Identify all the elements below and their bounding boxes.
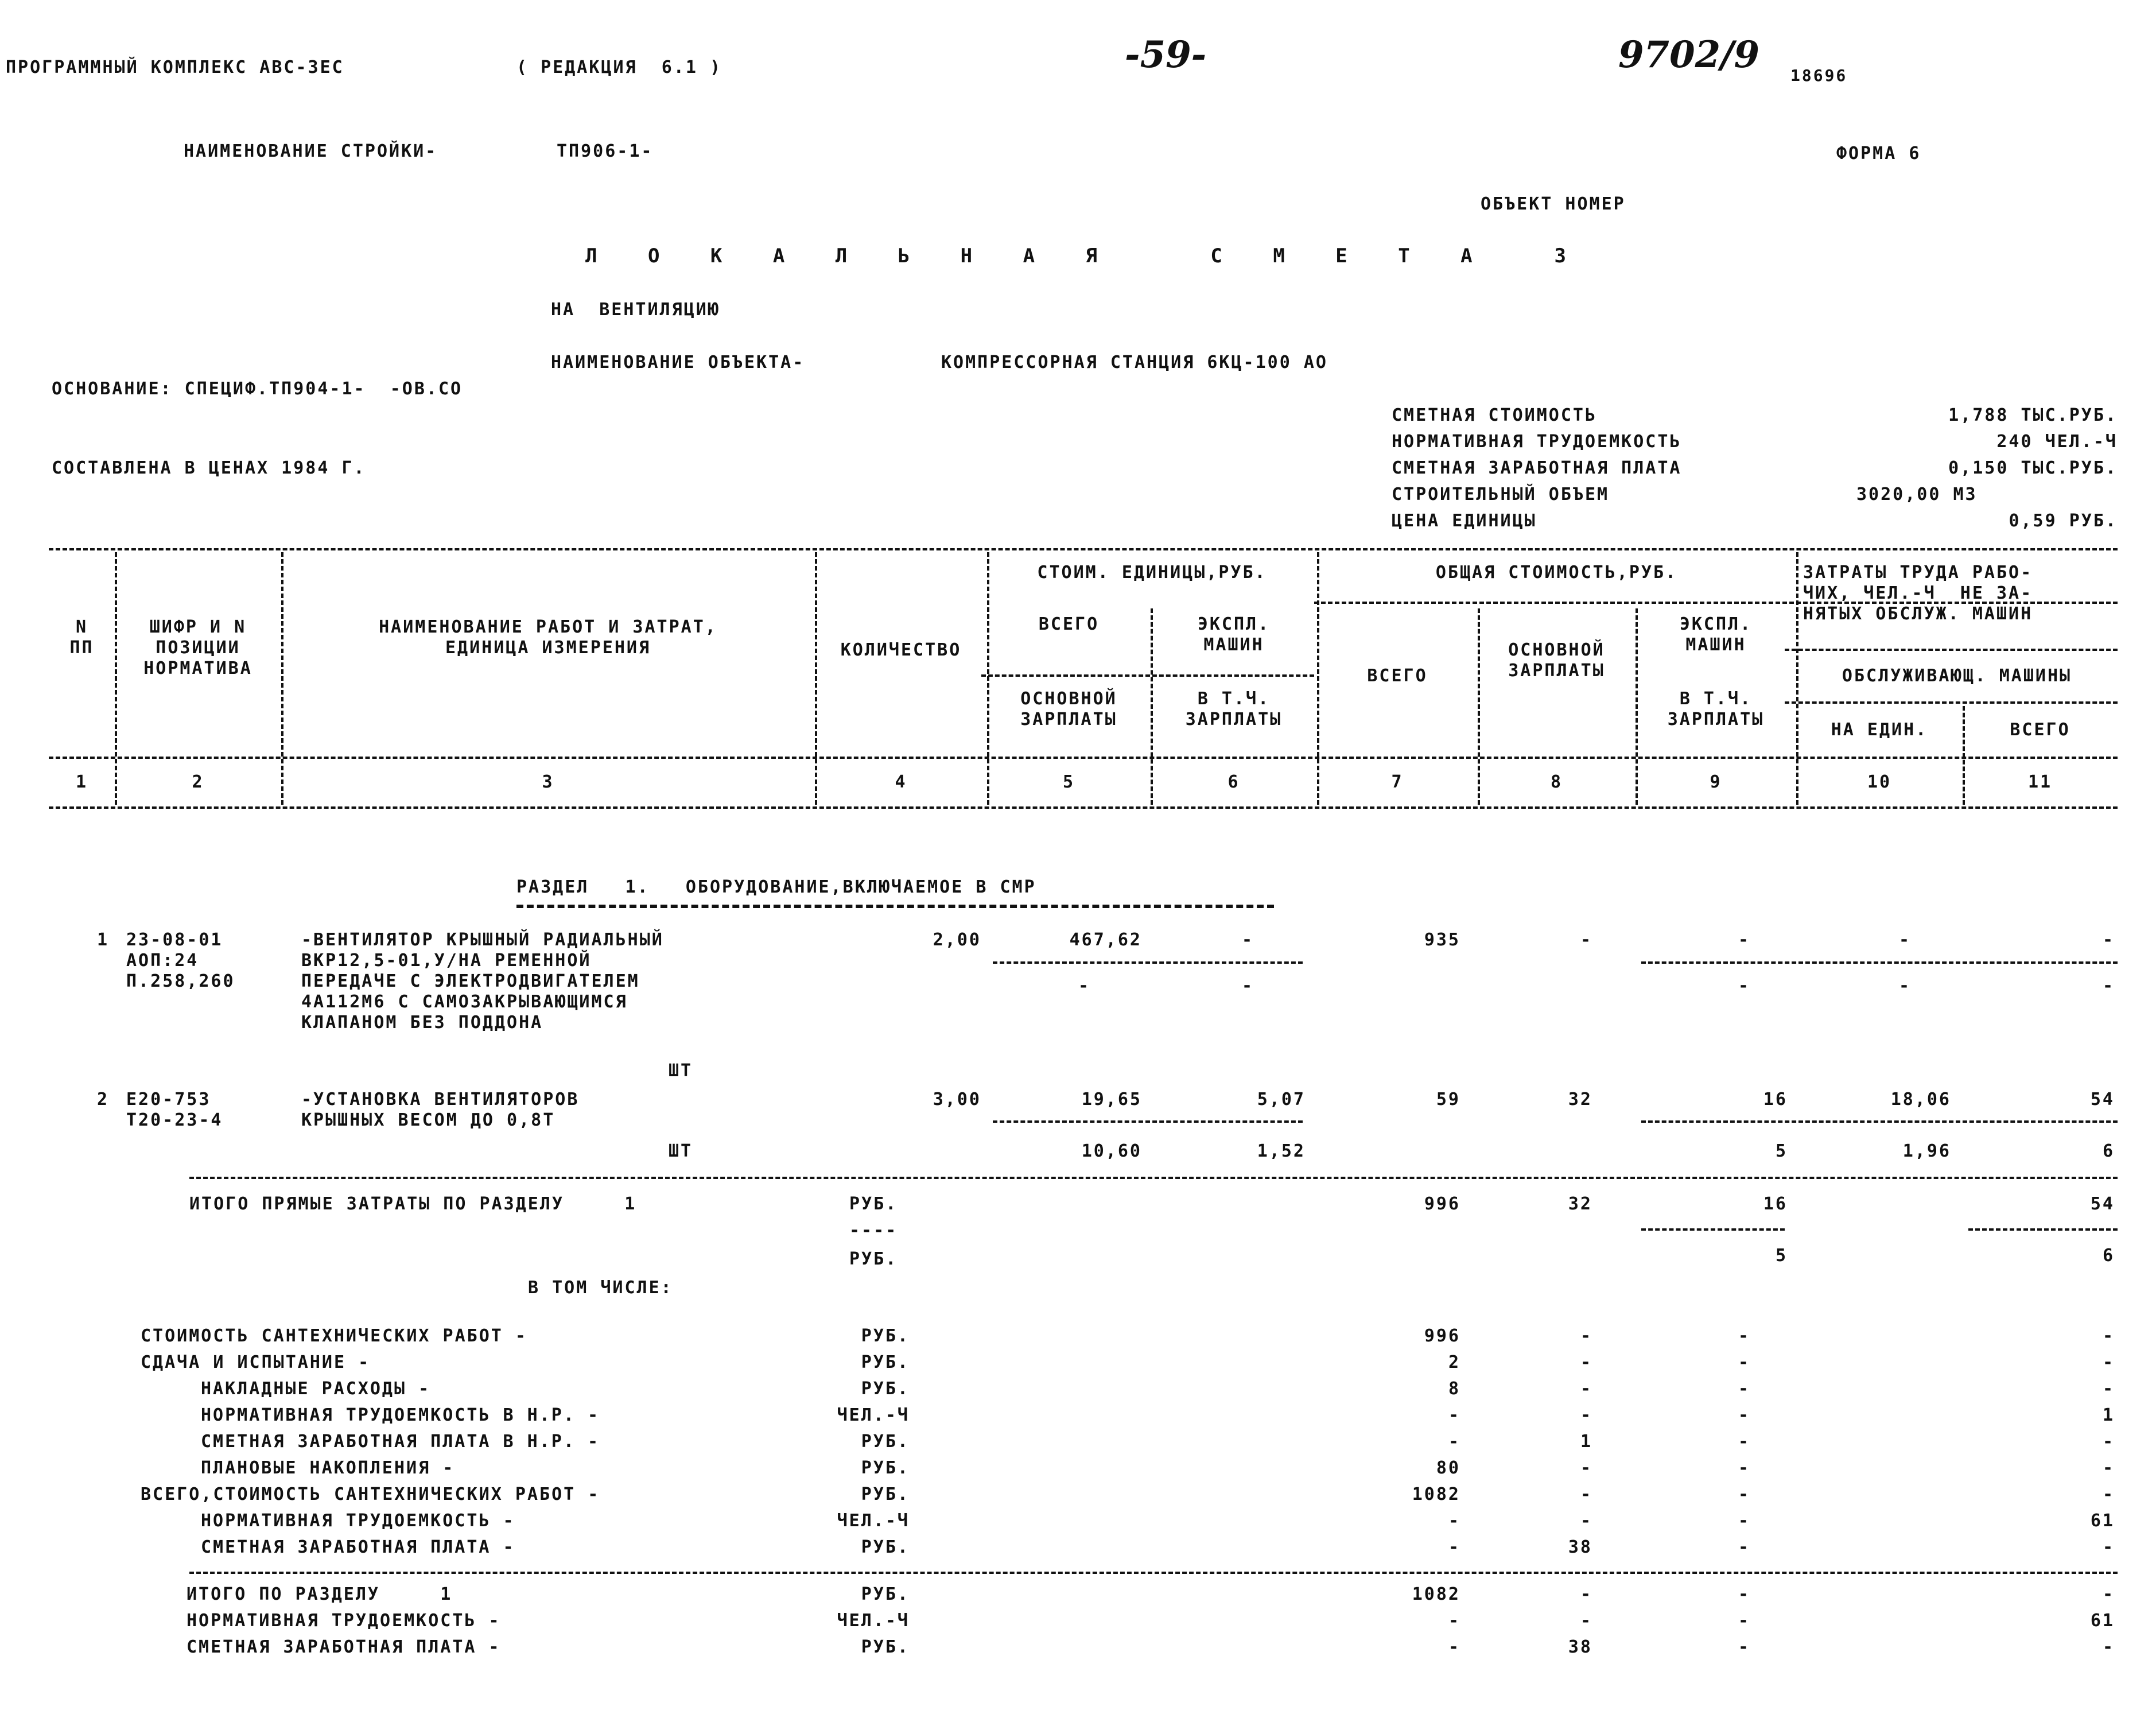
breakdown-unit: РУБ. xyxy=(861,1458,910,1478)
breakdown-label: СМЕТНАЯ ЗАРАБОТНАЯ ПЛАТА - xyxy=(201,1537,515,1557)
final-wages: 38 xyxy=(1568,1637,1592,1657)
row-name: -УСТАНОВКА ВЕНТИЛЯТОРОВ КРЫШНЫХ ВЕСОМ ДО 0,8Т xyxy=(301,1089,580,1130)
row-unit-machine-wages: 1,52 xyxy=(1257,1141,1306,1161)
breakdown-labor: - xyxy=(2102,1432,2115,1452)
col-number: 4 xyxy=(895,772,907,792)
breakdown-label: ПЛАНОВЫЕ НАКОПЛЕНИЯ - xyxy=(201,1458,455,1478)
col-number: 3 xyxy=(542,772,554,792)
th-unit-wages: ОСНОВНОЙ ЗАРПЛАТЫ xyxy=(1020,689,1117,730)
breakdown-unit: ЧЕЛ.-Ч xyxy=(837,1405,910,1425)
summary-value: 1,788 ТЫС.РУБ. xyxy=(1948,405,2118,425)
final-machines: - xyxy=(1738,1637,1750,1657)
cell-rule xyxy=(1641,1228,1785,1231)
row-unit-wages: 10,60 xyxy=(1081,1141,1142,1161)
breakdown-wages: 1 xyxy=(1580,1432,1592,1452)
breakdown-labor: - xyxy=(2102,1458,2115,1478)
breakdown-labor: 1 xyxy=(2102,1405,2115,1425)
col-sep xyxy=(987,552,989,805)
row-labor-per-unit: 1,96 xyxy=(1902,1141,1951,1161)
breakdown-label: СТОИМОСТЬ САНТЕХНИЧЕСКИХ РАБОТ - xyxy=(141,1326,527,1346)
breakdown-machines: - xyxy=(1738,1432,1750,1452)
breakdown-labor: 61 xyxy=(2090,1511,2115,1531)
breakdown-machines: - xyxy=(1738,1379,1750,1399)
row-unit-total: 19,65 xyxy=(1081,1089,1142,1110)
breakdown-wages: - xyxy=(1580,1458,1592,1478)
breakdown-labor: - xyxy=(2102,1352,2115,1372)
th-machines: ЭКСПЛ. МАШИН xyxy=(1679,614,1753,655)
final-labor: - xyxy=(2102,1637,2115,1657)
col-number: 6 xyxy=(1227,772,1240,792)
breakdown-total: 2 xyxy=(1448,1352,1460,1372)
unit: РУБ. xyxy=(849,1249,898,1269)
summary-label: СМЕТНАЯ ЗАРАБОТНАЯ ПЛАТА xyxy=(1392,458,1682,478)
row-unit-machine-wages: - xyxy=(1241,976,1254,996)
header-bottom-rule xyxy=(49,757,2118,759)
breakdown-machines: - xyxy=(1738,1537,1750,1557)
direct-costs-label: ИТОГО ПРЯМЫЕ ЗАТРАТЫ ПО РАЗДЕЛУ 1 xyxy=(189,1194,637,1214)
breakdown-label: СДАЧА И ИСПЫТАНИЕ - xyxy=(141,1352,371,1372)
row-unit-total: 467,62 xyxy=(1069,930,1142,950)
unit: ---- xyxy=(849,1220,898,1240)
th-total-cost: ОБЩАЯ СТОИМОСТЬ,РУБ. xyxy=(1435,563,1678,583)
document-number: 9702/9 xyxy=(1618,33,1760,76)
breakdown-wages: - xyxy=(1580,1511,1592,1531)
summary-label: ЦЕНА ЕДИНИЦЫ xyxy=(1392,511,1537,531)
col-number: 7 xyxy=(1391,772,1404,792)
breakdown-total: - xyxy=(1448,1405,1460,1425)
summary-label: СТРОИТЕЛЬНЫЙ ОБЪЕМ xyxy=(1392,484,1610,505)
th-unit-cost: СТОИМ. ЕДИНИЦЫ,РУБ. xyxy=(1037,563,1267,583)
final-label: СМЕТНАЯ ЗАРАБОТНАЯ ПЛАТА - xyxy=(187,1637,501,1657)
row-machines: 16 xyxy=(1763,1089,1788,1110)
th-unit-machines: ЭКСПЛ. МАШИН xyxy=(1197,614,1271,655)
final-rule xyxy=(189,1572,2118,1574)
breakdown-labor: - xyxy=(2102,1484,2115,1504)
header-sub-rule xyxy=(1785,701,2118,704)
breakdown-total: - xyxy=(1448,1432,1460,1452)
final-total: - xyxy=(1448,1611,1460,1631)
labor-value: 6 xyxy=(2102,1246,2115,1266)
edition: ( РЕДАКЦИЯ 6.1 ) xyxy=(516,57,722,77)
col-number: 10 xyxy=(1867,772,1892,792)
row-total: 59 xyxy=(1436,1089,1460,1110)
column-number-rule xyxy=(49,806,2118,809)
construction-label: НАИМЕНОВАНИЕ СТРОЙКИ- xyxy=(184,141,438,161)
th-unit-total: ВСЕГО xyxy=(1038,614,1100,634)
breakdown-total: 996 xyxy=(1424,1326,1460,1346)
row-unit-wages: - xyxy=(1078,976,1090,996)
row-unit: ШТ xyxy=(669,1061,693,1081)
row-number: 1 xyxy=(96,930,109,950)
row-labor-per-unit: - xyxy=(1898,930,1911,950)
row-labor-total: 54 xyxy=(2090,1089,2115,1110)
price-basis: СОСТАВЛЕНА В ЦЕНАХ 1984 Г. xyxy=(52,458,366,478)
breakdown-wages: 38 xyxy=(1568,1537,1592,1557)
breakdown-machines: - xyxy=(1738,1511,1750,1531)
breakdown-wages: - xyxy=(1580,1379,1592,1399)
construction-value: ТП906-1- xyxy=(557,141,654,161)
row-labor-per-unit: - xyxy=(1898,976,1911,996)
breakdown-unit: РУБ. xyxy=(861,1326,910,1346)
row-code: Е20-753 Т20-23-4 xyxy=(126,1089,223,1130)
row-unit-machines: 5,07 xyxy=(1257,1089,1306,1110)
breakdown-total: 80 xyxy=(1436,1458,1460,1478)
breakdown-unit: РУБ. xyxy=(861,1537,910,1557)
final-labor: 61 xyxy=(2090,1611,2115,1631)
machine-wages-value: 5 xyxy=(1775,1246,1788,1266)
breakdown-wages: - xyxy=(1580,1326,1592,1346)
th-quantity: КОЛИЧЕСТВО xyxy=(840,640,962,660)
final-unit: РУБ. xyxy=(861,1637,910,1657)
th-unit-machine-wages: В Т.Ч. ЗАРПЛАТЫ xyxy=(1185,689,1283,730)
including-label: В ТОМ ЧИСЛЕ: xyxy=(528,1278,673,1298)
breakdown-label: НОРМАТИВНАЯ ТРУДОЕМКОСТЬ В Н.Р. - xyxy=(201,1405,600,1425)
breakdown-unit: РУБ. xyxy=(861,1352,910,1372)
breakdown-unit: ЧЕЛ.-Ч xyxy=(837,1511,910,1531)
program-name: ПРОГРАММНЫЙ КОМПЛЕКС АВС-3ЕС xyxy=(6,57,344,77)
col-number: 8 xyxy=(1550,772,1563,792)
th-wages: ОСНОВНОЙ ЗАРПЛАТЫ xyxy=(1508,640,1605,681)
object-name-value: КОМПРЕССОРНАЯ СТАНЦИЯ 6КЦ-100 АО xyxy=(941,352,1328,373)
cell-rule xyxy=(993,961,1303,964)
form-label: ФОРМА 6 xyxy=(1836,144,1921,164)
col-number: 2 xyxy=(192,772,204,792)
labor-value: 54 xyxy=(2090,1194,2115,1214)
breakdown-machines: - xyxy=(1738,1458,1750,1478)
breakdown-machines: - xyxy=(1738,1326,1750,1346)
document-subtitle: НА ВЕНТИЛЯЦИЮ xyxy=(551,300,720,320)
machines-value: 16 xyxy=(1763,1194,1788,1214)
breakdown-label: ВСЕГО,СТОИМОСТЬ САНТЕХНИЧЕСКИХ РАБОТ - xyxy=(141,1484,600,1504)
final-wages: - xyxy=(1580,1611,1592,1631)
final-machines: - xyxy=(1738,1584,1750,1604)
col-number: 1 xyxy=(75,772,88,792)
breakdown-wages: - xyxy=(1580,1352,1592,1372)
breakdown-machines: - xyxy=(1738,1484,1750,1504)
section-underline xyxy=(516,905,1274,908)
row-code: 23-08-01 АОП:24 П.258,260 xyxy=(126,930,235,991)
final-machines: - xyxy=(1738,1611,1750,1631)
summary-value: 0,150 ТЫС.РУБ. xyxy=(1948,458,2118,478)
document-code: 18696 xyxy=(1790,66,1848,85)
unit: РУБ. xyxy=(849,1194,898,1214)
cell-rule xyxy=(1641,961,2118,964)
summary-label: СМЕТНАЯ СТОИМОСТЬ xyxy=(1392,405,1598,425)
breakdown-labor: - xyxy=(2102,1537,2115,1557)
object-number-label: ОБЪЕКТ НОМЕР xyxy=(1481,194,1626,214)
row-unit: ШТ xyxy=(669,1141,693,1161)
row-name: -ВЕНТИЛЯТОР КРЫШНЫЙ РАДИАЛЬНЫЙ ВКР12,5-01,У/НА РЕМЕННОЙ ПЕРЕДАЧЕ С ЭЛЕКТРОДВИГАТЕЛЕМ 4А112М6 С САМОЗАКРЫВАЮЩИМСЯ КЛАПАНОМ БЕЗ ПОДДОНА xyxy=(301,930,664,1033)
th-name: НАИМЕНОВАНИЕ РАБОТ И ЗАТРАТ, ЕДИНИЦА ИЗМЕРЕНИЯ xyxy=(379,617,717,658)
col-number: 11 xyxy=(2027,772,2053,792)
final-unit: РУБ. xyxy=(861,1584,910,1604)
col-number: 5 xyxy=(1062,772,1075,792)
final-total: - xyxy=(1448,1637,1460,1657)
final-labor: - xyxy=(2102,1584,2115,1604)
breakdown-labor: - xyxy=(2102,1326,2115,1346)
header-sub-rule xyxy=(981,674,1314,677)
breakdown-wages: - xyxy=(1580,1484,1592,1504)
breakdown-total: 8 xyxy=(1448,1379,1460,1399)
row-machine-wages: 5 xyxy=(1775,1141,1788,1161)
breakdown-unit: РУБ. xyxy=(861,1432,910,1452)
row-labor-total: - xyxy=(2102,976,2115,996)
row-quantity: 2,00 xyxy=(933,930,981,950)
breakdown-label: НОРМАТИВНАЯ ТРУДОЕМКОСТЬ - xyxy=(201,1511,515,1531)
object-name-label: НАИМЕНОВАНИЕ ОБЪЕКТА- xyxy=(551,352,805,373)
cell-rule xyxy=(993,1120,1303,1123)
th-per-unit: НА ЕДИН. xyxy=(1831,720,1928,740)
section-title: РАЗДЕЛ 1. ОБОРУДОВАНИЕ,ВКЛЮЧАЕМОЕ В СМР xyxy=(516,877,1036,897)
col-number: 9 xyxy=(1710,772,1722,792)
th-labor: ЗАТРАТЫ ТРУДА РАБО- ЧИХ, ЧЕЛ.-Ч НЕ ЗА- НЯТЫХ ОБСЛУЖ. МАШИН xyxy=(1803,563,2033,624)
total-value: 996 xyxy=(1424,1194,1460,1214)
breakdown-unit: РУБ. xyxy=(861,1379,910,1399)
summary-value: 0,59 РУБ. xyxy=(2009,511,2118,531)
breakdown-wages: - xyxy=(1580,1405,1592,1425)
row-quantity: 3,00 xyxy=(933,1089,981,1110)
wages-value: 32 xyxy=(1568,1194,1592,1214)
row-wages: - xyxy=(1580,930,1592,950)
final-label: НОРМАТИВНАЯ ТРУДОЕМКОСТЬ - xyxy=(187,1611,501,1631)
basis: ОСНОВАНИЕ: СПЕЦИФ.ТП904-1- -ОВ.СО xyxy=(52,379,463,399)
breakdown-unit: РУБ. xyxy=(861,1484,910,1504)
summary-value: 3020,00 М3 xyxy=(1856,484,1978,505)
cell-rule xyxy=(1641,1120,2118,1123)
summary-value: 240 ЧЕЛ.-Ч xyxy=(1996,432,2118,452)
row-total: 935 xyxy=(1424,930,1460,950)
row-labor-per-unit: 18,06 xyxy=(1890,1089,1951,1110)
breakdown-total: - xyxy=(1448,1511,1460,1531)
breakdown-total: 1082 xyxy=(1412,1484,1460,1504)
final-total: 1082 xyxy=(1412,1584,1460,1604)
col-sep xyxy=(815,552,817,805)
cell-rule xyxy=(1968,1228,2118,1231)
page-number: -59- xyxy=(1125,33,1207,76)
row-unit-machines: - xyxy=(1241,930,1254,950)
th-machine-wages: В Т.Ч. ЗАРПЛАТЫ xyxy=(1667,689,1765,730)
row-labor-total: - xyxy=(2102,930,2115,950)
header-sub-rule xyxy=(1785,649,2118,651)
breakdown-machines: - xyxy=(1738,1352,1750,1372)
breakdown-total: - xyxy=(1448,1537,1460,1557)
breakdown-machines: - xyxy=(1738,1405,1750,1425)
row-machine-wages: - xyxy=(1738,976,1750,996)
section-rule xyxy=(189,1177,2118,1179)
document-title: Л О К А Л Ь Н А Я С М Е Т А 3 xyxy=(585,245,1586,267)
row-labor-total: 6 xyxy=(2102,1141,2115,1161)
breakdown-labor: - xyxy=(2102,1379,2115,1399)
row-number: 2 xyxy=(96,1089,109,1110)
row-machines: - xyxy=(1738,930,1750,950)
th-code: ШИФР И N ПОЗИЦИИ НОРМАТИВА xyxy=(143,617,252,678)
final-wages: - xyxy=(1580,1584,1592,1604)
col-sep xyxy=(281,552,283,805)
breakdown-label: НАКЛАДНЫЕ РАСХОДЫ - xyxy=(201,1379,431,1399)
row-wages: 32 xyxy=(1568,1089,1592,1110)
th-number: N ПП xyxy=(69,617,94,658)
th-total: ВСЕГО xyxy=(1367,666,1428,686)
summary-label: НОРМАТИВНАЯ ТРУДОЕМКОСТЬ xyxy=(1392,432,1682,452)
th-labor-sub: ОБСЛУЖИВАЮЩ. МАШИНЫ xyxy=(1842,666,2072,686)
breakdown-label: СМЕТНАЯ ЗАРАБОТНАЯ ПЛАТА В Н.Р. - xyxy=(201,1432,600,1452)
final-unit: ЧЕЛ.-Ч xyxy=(837,1611,910,1631)
th-labor-total: ВСЕГО xyxy=(2010,720,2070,740)
table-top-rule xyxy=(49,548,2118,550)
final-label: ИТОГО ПО РАЗДЕЛУ 1 xyxy=(187,1584,453,1604)
